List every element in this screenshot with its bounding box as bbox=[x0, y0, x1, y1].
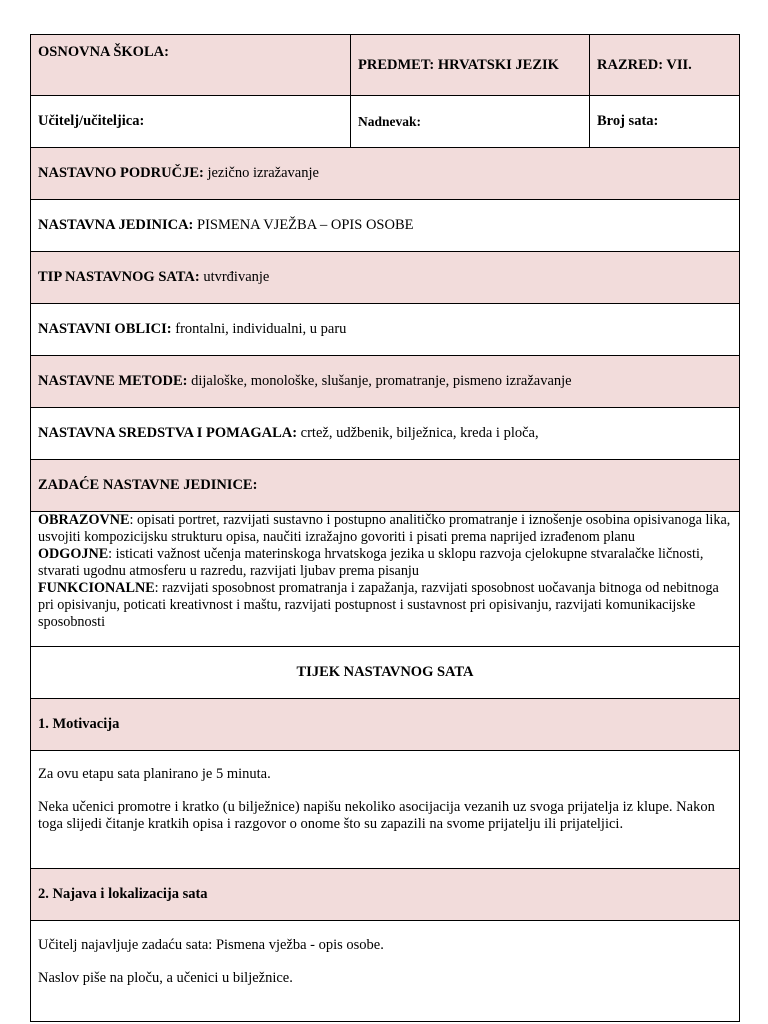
date-cell bbox=[351, 96, 590, 148]
tasks-heading-cell bbox=[31, 460, 740, 512]
step2-paragraph-2: Naslov piše na ploču, a učenici u bilježnice. bbox=[38, 970, 293, 986]
teaching-forms-cell bbox=[31, 304, 740, 356]
tasks-row bbox=[31, 512, 740, 647]
teaching-aids-row bbox=[31, 408, 740, 460]
step1-body-cell bbox=[31, 751, 740, 869]
step1-title: 1. Motivacija bbox=[38, 716, 120, 732]
lesson-flow-heading-row bbox=[31, 647, 740, 699]
teaching-aids-label: NASTAVNA SREDSTVA I POMAGALA: bbox=[38, 425, 298, 441]
step2-title-row bbox=[31, 869, 740, 921]
teaching-forms-row bbox=[31, 304, 740, 356]
step2-body-cell bbox=[31, 921, 740, 1022]
functional-text: : razvijati sposobnost promatranja i zapažanja, razvijati sposobnost uočavanja bitnoga od nebitnoga pri opisivanju, poticati kreativnost i maštu, razvijati postupnost i sustavnost pri opisivanju, razvijati komunikacijske sposobnosti bbox=[38, 580, 719, 630]
lesson-number-cell bbox=[590, 96, 740, 148]
step1-body-row bbox=[31, 751, 740, 869]
teaching-methods-cell bbox=[31, 356, 740, 408]
step1-title-row bbox=[31, 699, 740, 751]
lesson-plan-table bbox=[30, 34, 740, 1022]
teaching-aids-cell bbox=[31, 408, 740, 460]
lesson-type-cell bbox=[31, 252, 740, 304]
functional-label: FUNKCIONALNE bbox=[38, 580, 155, 596]
school-label: OSNOVNA ŠKOLA: bbox=[38, 44, 169, 60]
upbringing-task bbox=[38, 546, 732, 580]
header-row-2 bbox=[31, 96, 740, 148]
step2-title-cell bbox=[31, 869, 740, 921]
teaching-forms-label: NASTAVNI OBLICI: bbox=[38, 321, 172, 337]
lesson-type-value: utvrđivanje bbox=[199, 269, 270, 285]
step1-paragraph-2: Neka učenici promotre i kratko (u bilježnice) napišu nekoliko asocijacija vezanih uz svoga prijatelja iz klupe. Nakon toga slijedi čitanje kratkih opisa i razgovor o onome što su zapazili na svome prijatelju ili prijateljici. bbox=[38, 799, 715, 832]
step1-title-cell bbox=[31, 699, 740, 751]
teacher-cell bbox=[31, 96, 351, 148]
teaching-area-value: jezično izražavanje bbox=[203, 165, 319, 181]
school-cell bbox=[31, 35, 351, 96]
teaching-forms-value: frontalni, individualni, u paru bbox=[171, 321, 347, 337]
tasks-heading: ZADAĆE NASTAVNE JEDINICE: bbox=[38, 477, 258, 493]
step2-title: 2. Najava i lokalizacija sata bbox=[38, 886, 208, 902]
teaching-methods-label: NASTAVNE METODE: bbox=[38, 373, 188, 389]
teaching-unit-row bbox=[31, 200, 740, 252]
educational-task bbox=[38, 512, 732, 546]
teacher-label: Učitelj/učiteljica: bbox=[38, 113, 145, 129]
subject-cell bbox=[351, 35, 590, 96]
lesson-flow-heading: TIJEK NASTAVNOG SATA bbox=[296, 664, 474, 680]
teaching-methods-value: dijaloške, monološke, slušanje, promatranje, pismeno izražavanje bbox=[187, 373, 572, 389]
tasks-cell bbox=[31, 512, 740, 647]
lesson-type-label: TIP NASTAVNOG SATA: bbox=[38, 269, 200, 285]
teaching-area-label: NASTAVNO PODRUČJE: bbox=[38, 165, 204, 181]
step2-paragraph-1: Učitelj najavljuje zadaću sata: Pismena vježba - opis osobe. bbox=[38, 937, 384, 953]
functional-task bbox=[38, 580, 732, 631]
teaching-unit-value: PISMENA VJEŽBA – OPIS OSOBE bbox=[193, 217, 414, 233]
teaching-aids-value: crtež, udžbenik, bilježnica, kreda i ploča, bbox=[297, 425, 539, 441]
subject-label: PREDMET: HRVATSKI JEZIK bbox=[358, 56, 559, 73]
tasks-heading-row bbox=[31, 460, 740, 512]
teaching-unit-cell bbox=[31, 200, 740, 252]
lesson-type-row bbox=[31, 252, 740, 304]
grade-cell bbox=[590, 35, 740, 96]
step1-paragraph-1: Za ovu etapu sata planirano je 5 minuta. bbox=[38, 766, 271, 782]
lesson-plan-document bbox=[30, 34, 739, 1022]
teaching-area-row bbox=[31, 148, 740, 200]
header-row-1 bbox=[31, 35, 740, 96]
date-label: Nadnevak: bbox=[358, 114, 422, 129]
upbringing-label: ODGOJNE bbox=[38, 546, 109, 562]
teaching-methods-row bbox=[31, 356, 740, 408]
lesson-number-label: Broj sata: bbox=[597, 113, 659, 129]
upbringing-text: : isticati važnost učenja materinskoga hrvatskoga jezika u sklopu razvoja cjelokupne stvaralačke ličnosti, stvarati ugodnu atmosferu u razredu, razvijati ljubav prema pisanju bbox=[38, 546, 704, 579]
teaching-area-cell bbox=[31, 148, 740, 200]
educational-text: : opisati portret, razvijati sustavno i postupno analitičko promatranje i iznošenje osobina opisivanoga lika, usvojiti kompozicijsku strukturu opisa, naučiti izražajno govoriti i pisati prema naprijed izrađenom planu bbox=[38, 512, 731, 545]
lesson-flow-heading-cell bbox=[31, 647, 740, 699]
teaching-unit-label: NASTAVNA JEDINICA: bbox=[38, 217, 194, 233]
grade-label: RAZRED: VII. bbox=[597, 56, 692, 73]
educational-label: OBRAZOVNE bbox=[38, 512, 130, 528]
step2-body-row bbox=[31, 921, 740, 1022]
